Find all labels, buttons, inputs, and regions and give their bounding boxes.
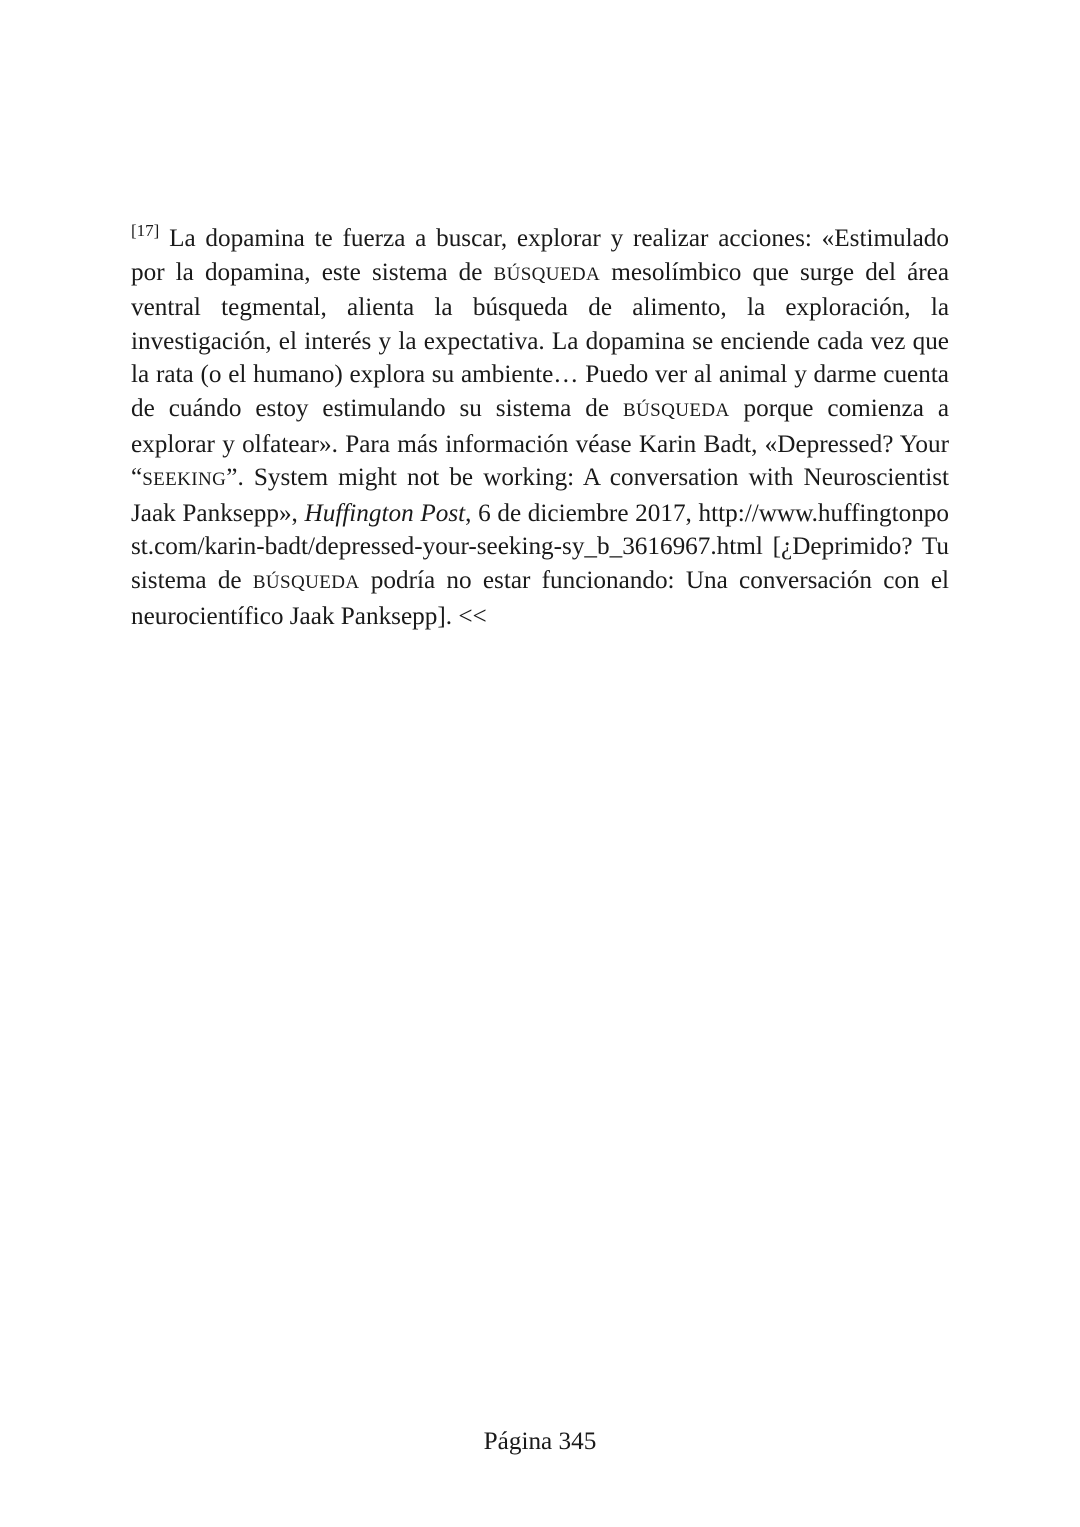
publication-title: Huffington Post: [304, 499, 466, 527]
footnote-number: [17]: [131, 221, 160, 240]
footnote-text-part-7: podría no estar funcionando: Una conversación con el neurocientífico Jaak Panksepp].: [131, 566, 949, 630]
small-caps-term: BÚSQUEDA: [252, 571, 360, 593]
footnote-text-part-5: , 6 de diciembre 2017,: [465, 499, 699, 527]
back-to-reference-link[interactable]: <<: [458, 602, 487, 630]
footnote-text-part-1: La dopamina te fuerza a buscar, explorar y realizar acciones: «Estimulado por la dopamina, este sistema de: [131, 225, 949, 286]
small-caps-term: SEEKING: [142, 469, 227, 491]
small-caps-term: BÚSQUEDA: [493, 263, 601, 285]
footnote-text-part-6: [¿Deprimido? Tu sistema de: [131, 533, 949, 594]
source-url: http://www.huffingtonpost.com/karin-badt/depressed-your-seeking-sy_b_3616967.html: [131, 499, 949, 561]
footnote-text-part-4: ”. System might not be working: A conversation with Neuroscientist Jaak Panksepp»,: [131, 464, 949, 527]
small-caps-term: BÚSQUEDA: [622, 399, 730, 421]
page-number: Página 345: [483, 1428, 597, 1455]
footnote-text-part-2: mesolímbico que surge del área ventral tegmental, alienta la búsqueda de alimento, la exploración, la investigación, el interés y la expectativa. La dopamina se enciende cada vez que la rata (o el humano) explora su ambiente… Puedo ver al animal y darme cuenta de cuándo estoy estimulando su sistema de: [131, 258, 949, 422]
footnote-17: [131, 222, 949, 633]
footnote-text-part-3: porque comienza a explorar y olfatear». Para más información véase Karin Badt, «Depressed? Your “: [131, 394, 950, 492]
